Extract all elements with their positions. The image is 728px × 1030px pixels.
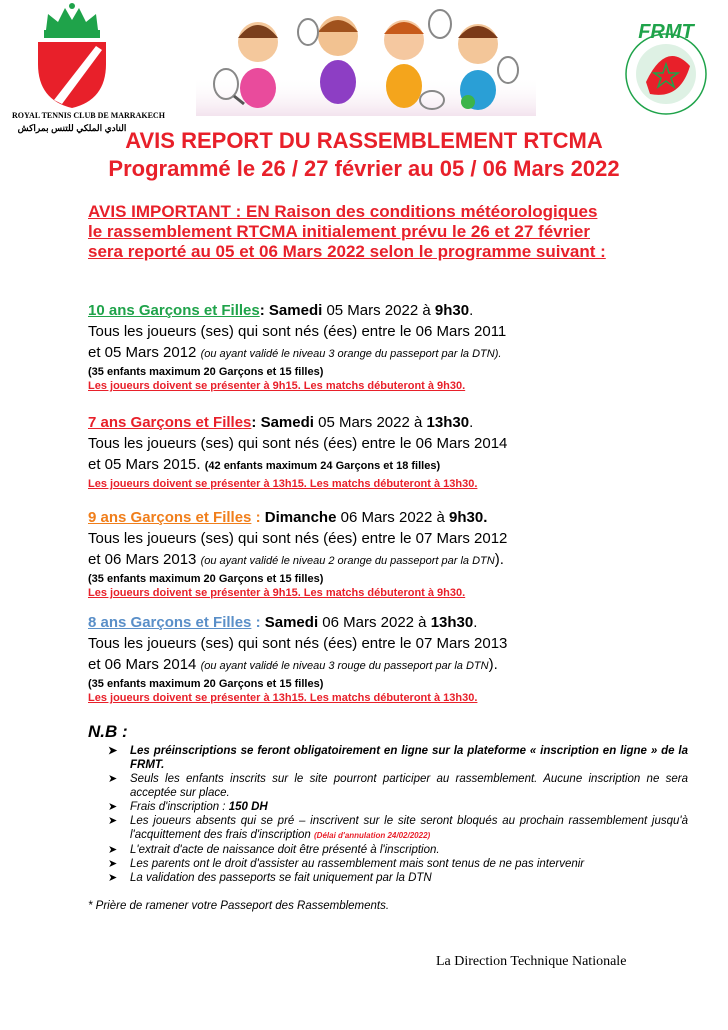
session-time: 9h30 (434, 302, 470, 319)
frmt-text: FRMT (638, 21, 694, 43)
club-name-en: ROYAL TENNIS CLUB DE MARRAKECH (12, 111, 165, 120)
session-8-ans (88, 612, 688, 706)
nb-title: N.B : (88, 722, 128, 741)
nb-item-text: Les préinscriptions se feront obligatoirement en ligne sur la plateforme « inscription en ligne » de la FRMT. (130, 745, 688, 771)
nb-item-birth-certificate (108, 843, 688, 857)
nb-item-passports (108, 871, 688, 885)
nb-item-text: L'extrait d'acte de naissance doit être présenté à l'inscription. (130, 844, 440, 856)
session-separator: : (251, 414, 261, 431)
session-arrival-notice: Les joueurs doivent se présenter à 13h15. Les matchs débuteront à 13h30. (88, 478, 478, 490)
important-line-2: le rassemblement RTCMA initialement prévu le 26 et 27 février (88, 222, 591, 241)
session-note-tail: ). (494, 551, 504, 568)
arrow-bullet-icon: ➤ (108, 858, 118, 870)
session-separator: : (251, 614, 265, 631)
session-7-ans (88, 412, 688, 492)
session-day: Samedi (268, 302, 323, 319)
rtcma-logo (12, 2, 165, 134)
session-time: 13h30 (426, 414, 470, 431)
session-note-tail: ). (488, 656, 498, 673)
session-capacity: (35 enfants maximum 20 Garçons et 15 filles) (88, 366, 324, 378)
session-category: 8 ans Garçons et Filles (88, 614, 252, 631)
session-separator: : (251, 509, 265, 526)
page-subtitle: Programmé le 26 / 27 février au 05 / 06 Mars 2022 (108, 156, 620, 181)
session-arrival-notice: Les joueurs doivent se présenter à 13h15. Les matchs débuteront à 13h30. (88, 692, 478, 704)
session-birth-end: et 06 Mars 2014 (88, 656, 201, 673)
kids-with-rackets-icon (196, 4, 536, 116)
session-arrival-notice: Les joueurs doivent se présenter à 9h15. Les matchs débuteront à 9h30. (88, 587, 466, 599)
frmt-federation-icon (620, 20, 712, 120)
session-day: Dimanche (264, 509, 337, 526)
session-birth-end: et 06 Mars 2013 (88, 551, 201, 568)
session-capacity: (35 enfants maximum 20 Garçons et 15 filles) (88, 678, 324, 690)
session-end: . (469, 302, 474, 319)
session-time: 13h30 (430, 614, 474, 631)
nb-item-registered-only (108, 772, 688, 800)
session-capacity: (35 enfants maximum 20 Garçons et 15 filles) (88, 573, 324, 585)
nb-item-parents (108, 857, 688, 871)
important-line-1: AVIS IMPORTANT : EN Raison des conditions météorologiques (88, 202, 598, 221)
session-end: . (473, 614, 478, 631)
nb-item-online-registration (108, 744, 688, 772)
session-passport-note: (ou ayant validé le niveau 3 rouge du passeport par la DTN (200, 660, 489, 672)
page-title: AVIS REPORT DU RASSEMBLEMENT RTCMA (125, 128, 603, 153)
frmt-logo (620, 20, 712, 120)
session-day: Samedi (264, 614, 319, 631)
session-category: 9 ans Garçons et Filles (88, 509, 252, 526)
session-arrival-notice: Les joueurs doivent se présenter à 9h15. Les matchs débuteront à 9h30. (88, 380, 466, 392)
session-date: 05 Mars 2022 à (313, 414, 427, 431)
arrow-bullet-icon: ➤ (108, 872, 118, 884)
arrow-bullet-icon: ➤ (108, 745, 118, 757)
session-date: 05 Mars 2022 à (322, 302, 435, 319)
session-category: 10 ans Garçons et Filles (88, 302, 260, 319)
nb-item-text: Frais d'inscription : (130, 801, 229, 813)
nb-list (108, 744, 688, 885)
important-line-3: sera reporté au 05 et 06 Mars 2022 selon le programme suivant : (88, 242, 606, 261)
session-date: 06 Mars 2022 à (318, 614, 431, 631)
arrow-bullet-icon: ➤ (108, 815, 118, 827)
session-time: 9h30. (449, 509, 488, 526)
nb-item-text: Les parents ont le droit d'assister au rassemblement mais sont tenus de ne pas intervenir (130, 858, 585, 870)
passport-reminder: * Prière de ramener votre Passeport des Rassemblements. (88, 900, 390, 912)
session-separator: : (259, 302, 269, 319)
session-birth-range: Tous les joueurs (ses) qui sont nés (ées) entre le 07 Mars 2013 (88, 635, 508, 652)
arrow-bullet-icon: ➤ (108, 801, 118, 813)
session-passport-note: (ou ayant validé le niveau 3 orange du passeport par la DTN). (200, 348, 502, 360)
session-capacity: (42 enfants maximum 24 Garçons et 18 filles) (204, 460, 441, 472)
session-birth-range: Tous les joueurs (ses) qui sont nés (ées) entre le 06 Mars 2011 (88, 323, 507, 340)
signature: La Direction Technique Nationale (436, 954, 627, 969)
session-end: . (469, 414, 474, 431)
nb-item-text: Les joueurs absents qui se pré – inscrivent sur le site seront bloqués au prochain rassemblement jusqu'à l'acquittement des frais d'inscription (130, 815, 688, 841)
session-day: Samedi (260, 414, 314, 431)
session-passport-note: (ou ayant validé le niveau 2 orange du passeport par la DTN (200, 555, 495, 567)
session-date: 06 Mars 2022 à (336, 509, 450, 526)
nb-item-text: La validation des passeports se fait uniquement par la DTN (130, 872, 432, 884)
important-notice (88, 202, 686, 262)
nb-item-absent-players (108, 814, 688, 843)
session-birth-end: et 05 Mars 2015. (88, 456, 205, 473)
nb-item-cancel-deadline: (Délai d'annulation 24/02/2022) (314, 831, 431, 840)
crown-shield-icon (18, 2, 126, 110)
session-9-ans (88, 507, 688, 601)
nb-item-text: Seuls les enfants inscrits sur le site pourront participer au rassemblement. Aucune inscription ne sera acceptée sur place. (130, 773, 688, 799)
arrow-bullet-icon: ➤ (108, 773, 118, 785)
session-category: 7 ans Garçons et Filles (88, 414, 252, 431)
session-10-ans (88, 300, 688, 394)
session-birth-range: Tous les joueurs (ses) qui sont nés (ées) entre le 07 Mars 2012 (88, 530, 508, 547)
session-birth-range: Tous les joueurs (ses) qui sont nés (ées) entre le 06 Mars 2014 (88, 435, 508, 452)
session-birth-end: et 05 Mars 2012 (88, 344, 201, 361)
children-tennis-illustration (196, 4, 536, 116)
nb-item-fees (108, 800, 688, 814)
nb-item-fee-amount: 150 DH (228, 801, 268, 813)
arrow-bullet-icon: ➤ (108, 844, 118, 856)
club-name-ar: النادي الملكي للتنس بمراكش (17, 123, 127, 133)
